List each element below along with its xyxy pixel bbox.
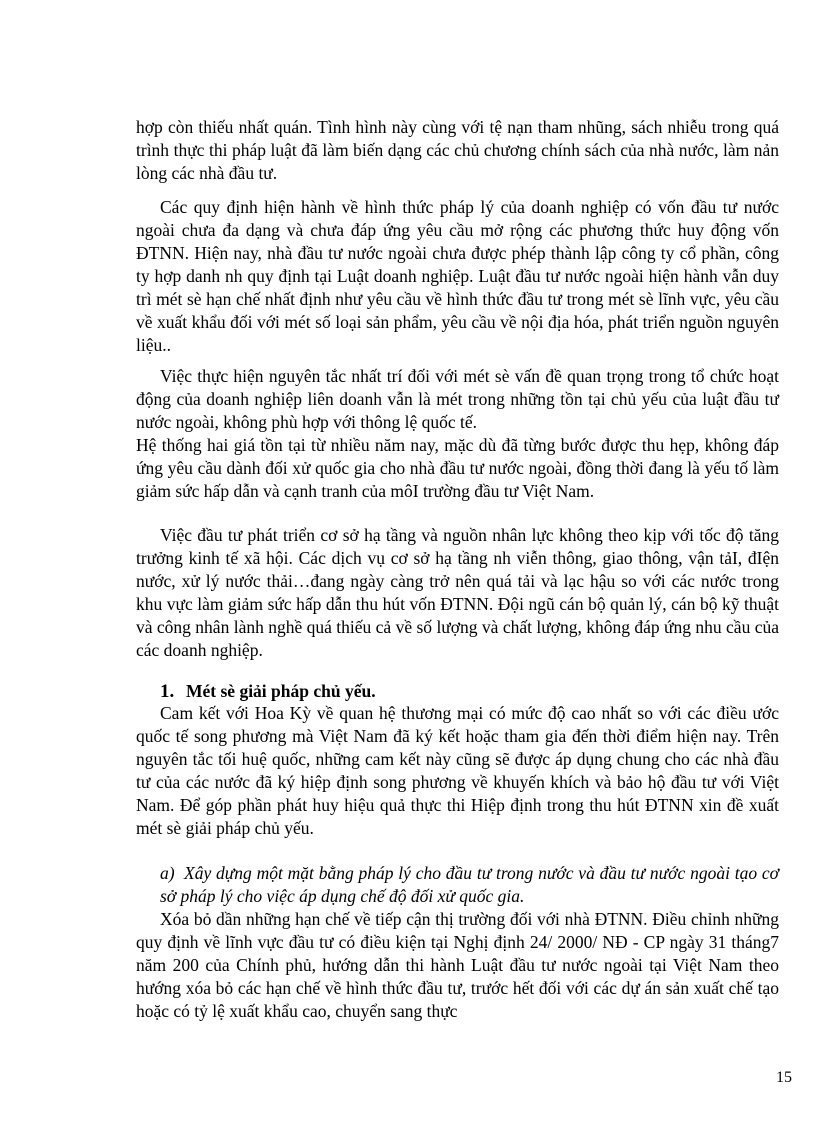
paragraph-1: hợp còn thiếu nhất quán. Tình hình này cùng với tệ nạn tham nhũng, sách nhiễu trong quá trình thực thi pháp luật đã làm biến dạng các chủ chương chính sách của nhà nước, làm nản lòng các nhà đầu tư. — [136, 117, 779, 183]
paragraph-6: Cam kết với Hoa Kỳ về quan hệ thương mại có mức độ cao nhất so với các điều ước quốc tế song phương mà Việt Nam đã ký kết hoặc tham gia đến thời điểm hiện nay. Trên nguyên tắc tối huệ quốc, những cam kết này cũng sẽ được áp dụng chung cho các nhà đầu tư của các nước đã ký hiệp định song phương về khuyến khích và bảo hộ đầu tư với Việt Nam. Để góp phần phát huy hiệu quả thực thi Hiệp định trong thu hút ĐTNN xin đề xuất mét sè giải pháp chủ yếu. — [136, 703, 779, 838]
subsection-text: Xây dựng một mặt bằng pháp lý cho đầu tư trong nước và đầu tư nước ngoài tạo cơ sở pháp lý cho việc áp dụng chế độ đối xử quốc gia. — [160, 863, 779, 906]
subsection-heading — [160, 862, 779, 908]
paragraph-4: Hệ thống hai giá tồn tại từ nhiều năm nay, mặc dù đã từng bước được thu hẹp, không đáp ứng yêu cầu dành đối xử quốc gia cho nhà đầu tư nước ngoài, đồng thời đang là yếu tố làm giảm sức hấp dẫn và cạnh tranh của môI trường đầu tư Việt Nam. — [136, 435, 779, 501]
paragraph-2: Các quy định hiện hành về hình thức pháp lý của doanh nghiệp có vốn đầu tư nước ngoài chưa đa dạng và chưa đáp ứng yêu cầu mở rộng các phương thức huy động vốn ĐTNN. Hiện nay, nhà đầu tư nước ngoài chưa được phép thành lập công ty cổ phần, công ty hợp danh nh quy định tại Luật doanh nghiệp. Luật đầu tư nước ngoài hiện hành vẫn duy trì mét sè hạn chế nhất định như yêu cầu về hình thức đầu tư trong mét sè lĩnh vực, yêu cầu về xuất khẩu đối với mét số loại sản phẩm, yêu cầu về nội địa hóa, phát triển nguồn nguyên liệu.. — [136, 197, 779, 355]
paragraph-5: Việc đầu tư phát triển cơ sở hạ tầng và nguồn nhân lực không theo kịp với tốc độ tăng trưởng kinh tế xã hội. Các dịch vụ cơ sở hạ tầng nh viễn thông, giao thông, vận tảI, đIện nước, xử lý nước thải…đang ngày càng trở nên quá tải và lạc hậu so với các nước trong khu vực làm giảm sức hấp dẫn thu hút vốn ĐTNN. Đội ngũ cán bộ quản lý, cán bộ kỹ thuật và công nhân lành nghề quá thiếu cả về số lượng và chất lượng, không đáp ứng nhu cầu của các doanh nghiệp. — [136, 525, 779, 660]
paragraph-7: Xóa bỏ dần những hạn chế về tiếp cận thị trường đối với nhà ĐTNN. Điều chỉnh những quy định về lĩnh vực đầu tư có điều kiện tại Nghị định 24/ 2000/ NĐ - CP ngày 31 tháng7 năm 200 của Chính phủ, hướng dẫn thi hành Luật đầu tư nước ngoài tại Việt Nam theo hướng xóa bỏ các hạn chế về hình thức đầu tư, trước hết đối với các dự án sản xuất chế tạo hoặc có tỷ lệ xuất khẩu cao, chuyển sang thực — [136, 909, 779, 1021]
section-heading — [160, 680, 760, 703]
paragraph-3: Việc thực hiện nguyên tắc nhất trí đối với mét sè vấn đề quan trọng trong tổ chức hoạt động của doanh nghiệp liên doanh vẫn là mét trong những tồn tại chủ yếu của luật đầu tư nước ngoài, không phù hợp với thông lệ quốc tế. — [136, 366, 779, 432]
page-number: 15 — [776, 1069, 792, 1086]
section-heading-number: 1. — [160, 681, 175, 702]
section-heading-text: Mét sè giải pháp chủ yếu. — [186, 681, 376, 701]
subsection-marker: a) — [160, 863, 175, 883]
